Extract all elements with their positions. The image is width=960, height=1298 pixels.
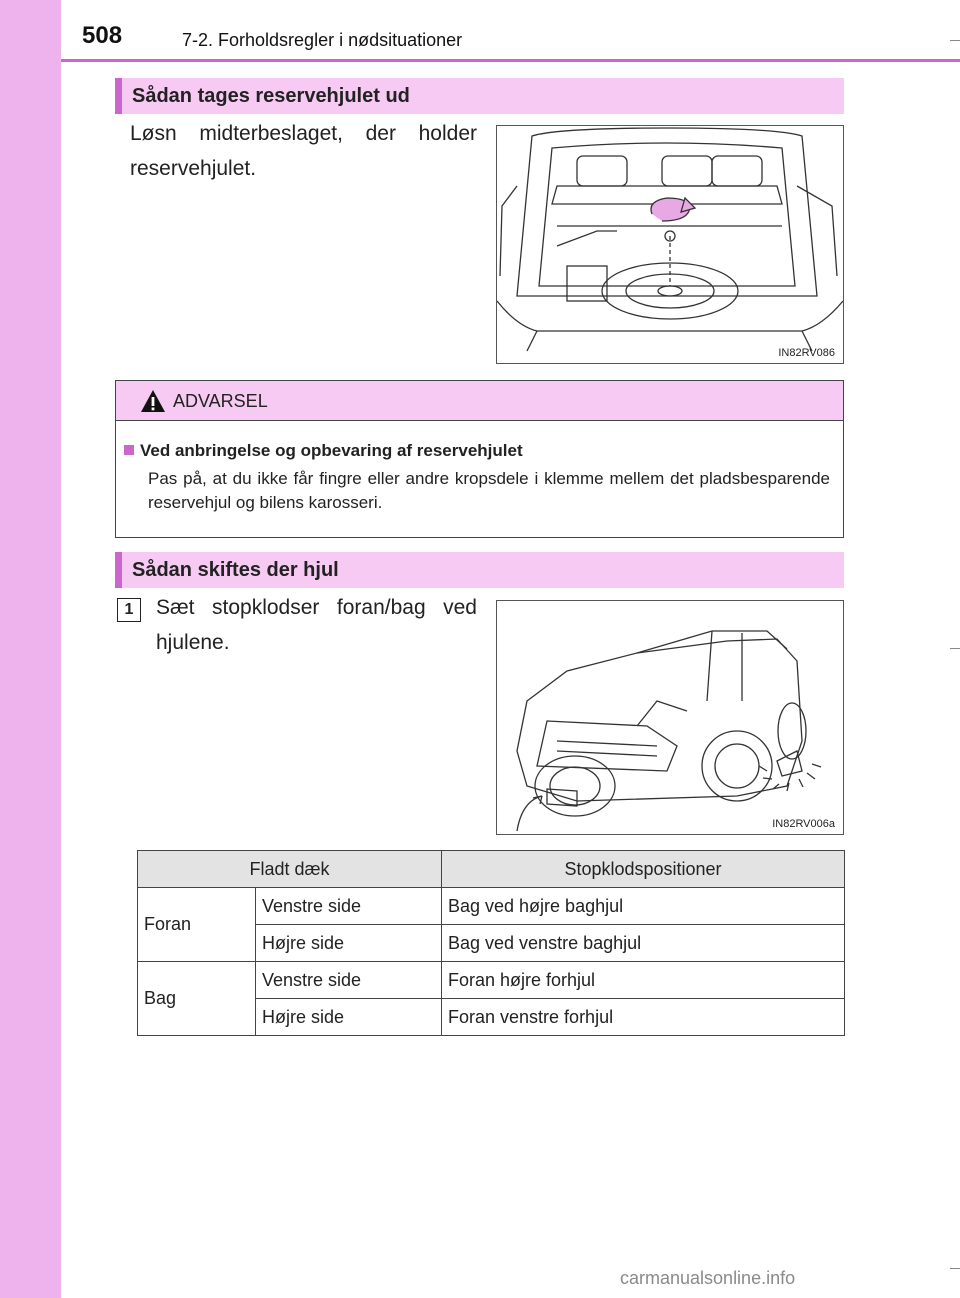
section-header-remove-spare xyxy=(115,78,844,114)
table-group-label: Foran xyxy=(138,888,256,962)
crop-mark xyxy=(950,1268,960,1269)
section-title: Sådan skiftes der hjul xyxy=(132,559,339,581)
square-bullet-icon xyxy=(124,445,134,455)
warning-label: ADVARSEL xyxy=(173,391,268,411)
page-number: 508 xyxy=(82,22,123,49)
table-cell-position: Bag ved venstre baghjul xyxy=(442,925,845,962)
crop-mark xyxy=(950,648,960,649)
warning-body: Pas på, at du ikke får fingre eller andre kropsdele i klemme mellem det pladsbesparende reservehjul og bilens karosseri. xyxy=(148,469,830,512)
table-header-flat-tire: Fladt dæk xyxy=(138,851,442,888)
warning-header xyxy=(116,381,843,421)
figure-code: IN82RV086 xyxy=(778,347,835,359)
left-margin-band xyxy=(0,0,61,1298)
header-rule xyxy=(61,59,960,62)
table-group-label: Bag xyxy=(138,962,256,1036)
figure-code: IN82RV006a xyxy=(772,818,835,830)
figure-trunk-spare-wheel xyxy=(496,125,844,364)
chock-position-table xyxy=(137,850,845,1036)
instruction-text: Løsn midterbeslaget, der holder reservehjulet. xyxy=(130,122,477,180)
trunk-illustration xyxy=(497,126,843,363)
section-title: Sådan tages reservehjulet ud xyxy=(132,85,410,107)
table-row xyxy=(138,888,845,925)
table-cell-side: Venstre side xyxy=(256,962,442,999)
warning-triangle-icon xyxy=(140,389,166,413)
warning-heading xyxy=(124,441,523,461)
table-cell-position: Foran venstre forhjul xyxy=(442,999,845,1036)
warning-heading-text: Ved anbringelse og opbevaring af reservehjulet xyxy=(140,441,523,460)
table-header-chock-position: Stopklodspositioner xyxy=(442,851,845,888)
table-cell-position: Foran højre forhjul xyxy=(442,962,845,999)
table-header-row xyxy=(138,851,845,888)
watermark-link[interactable]: carmanualsonline.info xyxy=(620,1268,796,1288)
table-cell-side: Højre side xyxy=(256,999,442,1036)
warning-box xyxy=(115,380,844,538)
table-row xyxy=(138,962,845,999)
section-header-change-wheel xyxy=(115,552,844,588)
car-illustration xyxy=(497,601,843,834)
chapter-title: 7-2. Forholdsregler i nødsituationer xyxy=(182,30,463,50)
table-cell-side: Højre side xyxy=(256,925,442,962)
crop-mark xyxy=(950,40,960,41)
instruction-text: Sæt stopklodser foran/bag ved hjulene. xyxy=(156,596,477,654)
table-cell-side: Venstre side xyxy=(256,888,442,925)
step-number-badge: 1 xyxy=(117,598,141,622)
figure-wheel-chocks xyxy=(496,600,844,835)
table-cell-position: Bag ved højre baghjul xyxy=(442,888,845,925)
